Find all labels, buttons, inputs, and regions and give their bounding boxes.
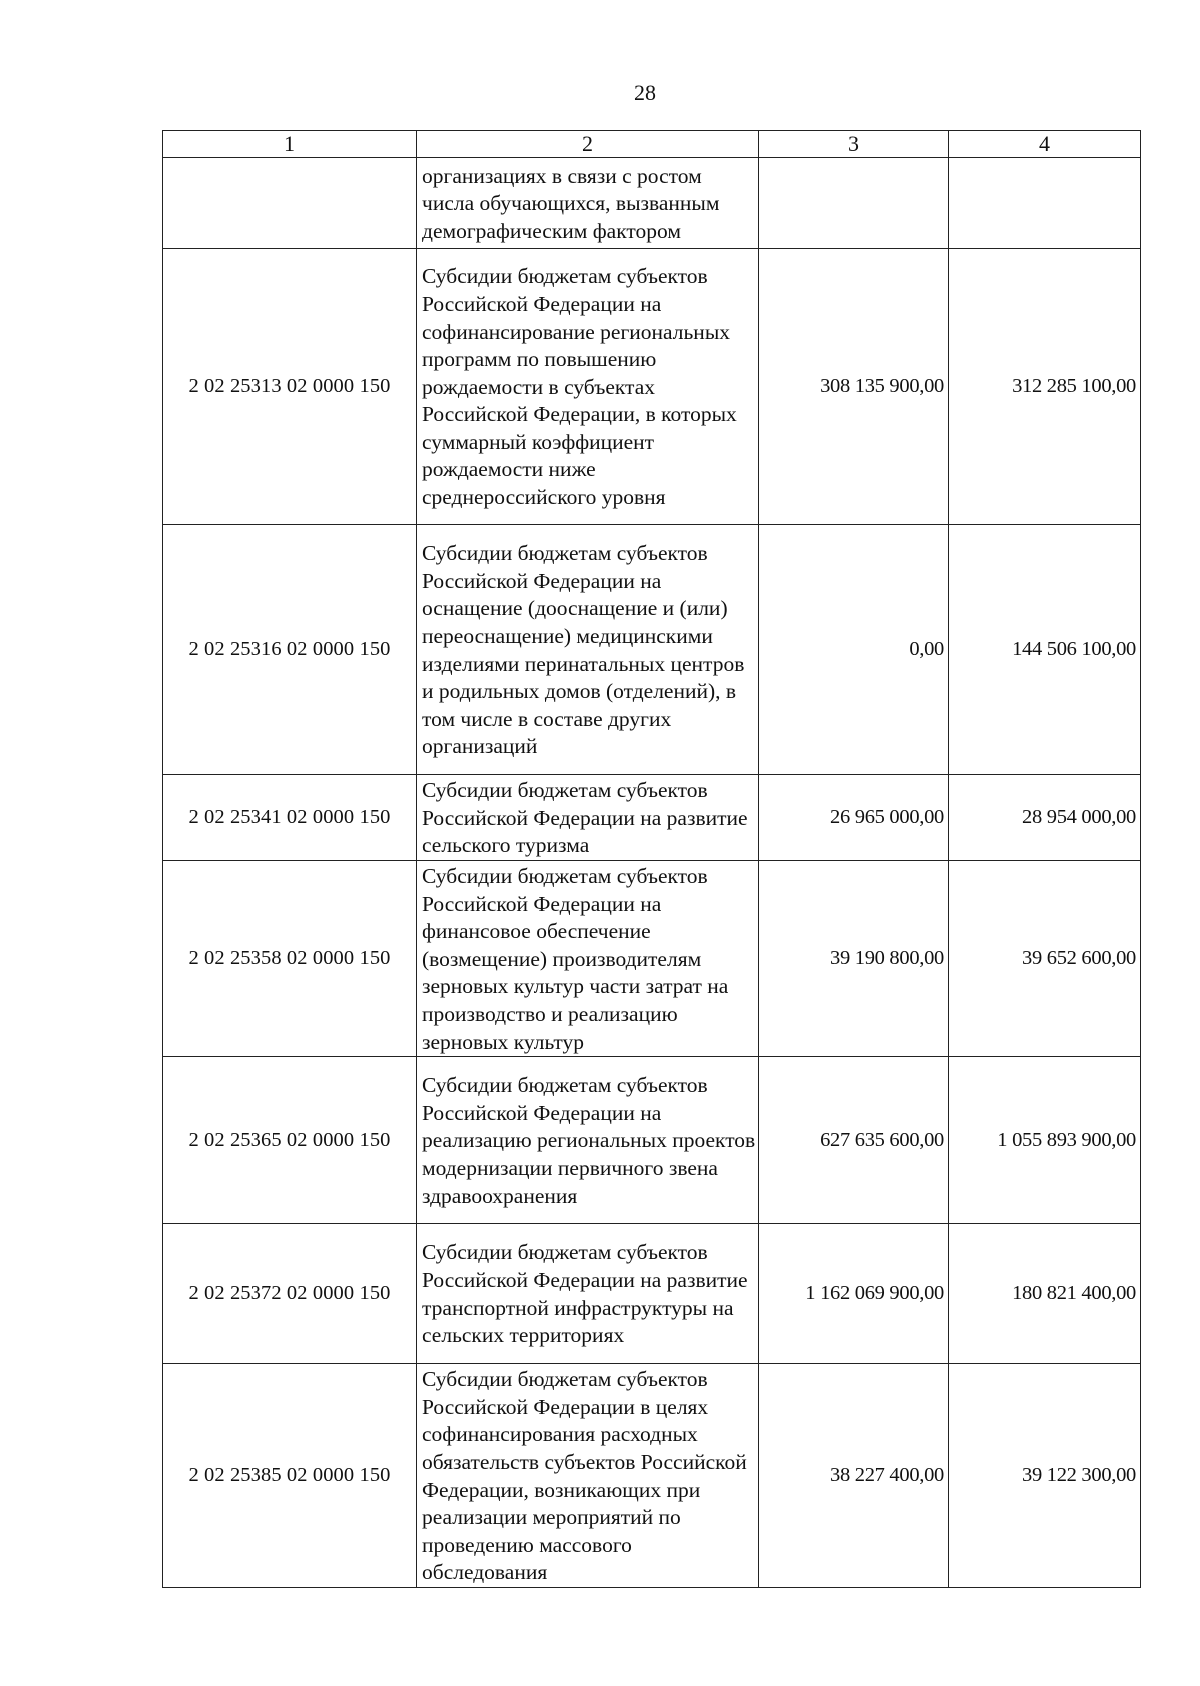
- revenue-description: Субсидии бюджетам субъектов Российской Федерации в целях софинансирования расходных обязательств субъектов Российской Федерации, возникающих при реализации мероприятий по проведению массового обследования: [417, 1364, 759, 1588]
- amount-column-4: 312 285 100,00: [949, 249, 1141, 525]
- budget-code: 2 02 25341 02 0000 150: [163, 775, 417, 861]
- amount-column-4: 1 055 893 900,00: [949, 1057, 1141, 1224]
- column-header-3: 3: [759, 131, 949, 158]
- table-row: [163, 525, 1141, 775]
- budget-code: 2 02 25316 02 0000 150: [163, 525, 417, 775]
- revenue-description: Субсидии бюджетам субъектов Российской Федерации на финансовое обеспечение (возмещение) производителям зерновых культур части затрат на производство и реализацию зерновых культур: [417, 861, 759, 1057]
- revenue-description: Субсидии бюджетам субъектов Российской Федерации на оснащение (дооснащение и (или) переоснащение) медицинскими изделиями перинатальных центров и родильных домов (отделений), в том числе в составе других организаций: [417, 525, 759, 775]
- budget-code: 2 02 25313 02 0000 150: [163, 249, 417, 525]
- amount-column-4: 39 122 300,00: [949, 1364, 1141, 1588]
- budget-code: [163, 158, 417, 249]
- budget-code: 2 02 25358 02 0000 150: [163, 861, 417, 1057]
- amount-column-4: 180 821 400,00: [949, 1224, 1141, 1364]
- amount-column-3: 0,00: [759, 525, 949, 775]
- table-row: [163, 775, 1141, 861]
- table-row: [163, 249, 1141, 525]
- budget-code: 2 02 25372 02 0000 150: [163, 1224, 417, 1364]
- amount-column-3: 308 135 900,00: [759, 249, 949, 525]
- amount-column-3: 39 190 800,00: [759, 861, 949, 1057]
- page-number: 28: [634, 80, 656, 105]
- budget-code: 2 02 25365 02 0000 150: [163, 1057, 417, 1224]
- table-row: [163, 1224, 1141, 1364]
- amount-column-3: 1 162 069 900,00: [759, 1224, 949, 1364]
- amount-column-3: 627 635 600,00: [759, 1057, 949, 1224]
- amount-column-3: 26 965 000,00: [759, 775, 949, 861]
- amount-column-4: [949, 158, 1141, 249]
- table-row: [163, 158, 1141, 249]
- revenue-description: Субсидии бюджетам субъектов Российской Федерации на реализацию региональных проектов модернизации первичного звена здравоохранения: [417, 1057, 759, 1224]
- budget-table: [162, 130, 1141, 1588]
- column-header-2: 2: [417, 131, 759, 158]
- table-row: [163, 861, 1141, 1057]
- revenue-description: Субсидии бюджетам субъектов Российской Федерации на развитие сельского туризма: [417, 775, 759, 861]
- column-header-4: 4: [949, 131, 1141, 158]
- table-row: [163, 1364, 1141, 1588]
- revenue-description: Субсидии бюджетам субъектов Российской Федерации на софинансирование региональных программ по повышению рождаемости в субъектах Российской Федерации, в которых суммарный коэффициент рождаемости ниже среднероссийского уровня: [417, 249, 759, 525]
- amount-column-4: 39 652 600,00: [949, 861, 1141, 1057]
- amount-column-4: 28 954 000,00: [949, 775, 1141, 861]
- table-row: [163, 1057, 1141, 1224]
- column-header-1: 1: [163, 131, 417, 158]
- header-row: [163, 131, 1141, 158]
- revenue-description: организациях в связи с ростом числа обучающихся, вызванным демографическим фактором: [417, 158, 759, 249]
- amount-column-3: [759, 158, 949, 249]
- amount-column-3: 38 227 400,00: [759, 1364, 949, 1588]
- amount-column-4: 144 506 100,00: [949, 525, 1141, 775]
- revenue-description: Субсидии бюджетам субъектов Российской Федерации на развитие транспортной инфраструктуры на сельских территориях: [417, 1224, 759, 1364]
- budget-code: 2 02 25385 02 0000 150: [163, 1364, 417, 1588]
